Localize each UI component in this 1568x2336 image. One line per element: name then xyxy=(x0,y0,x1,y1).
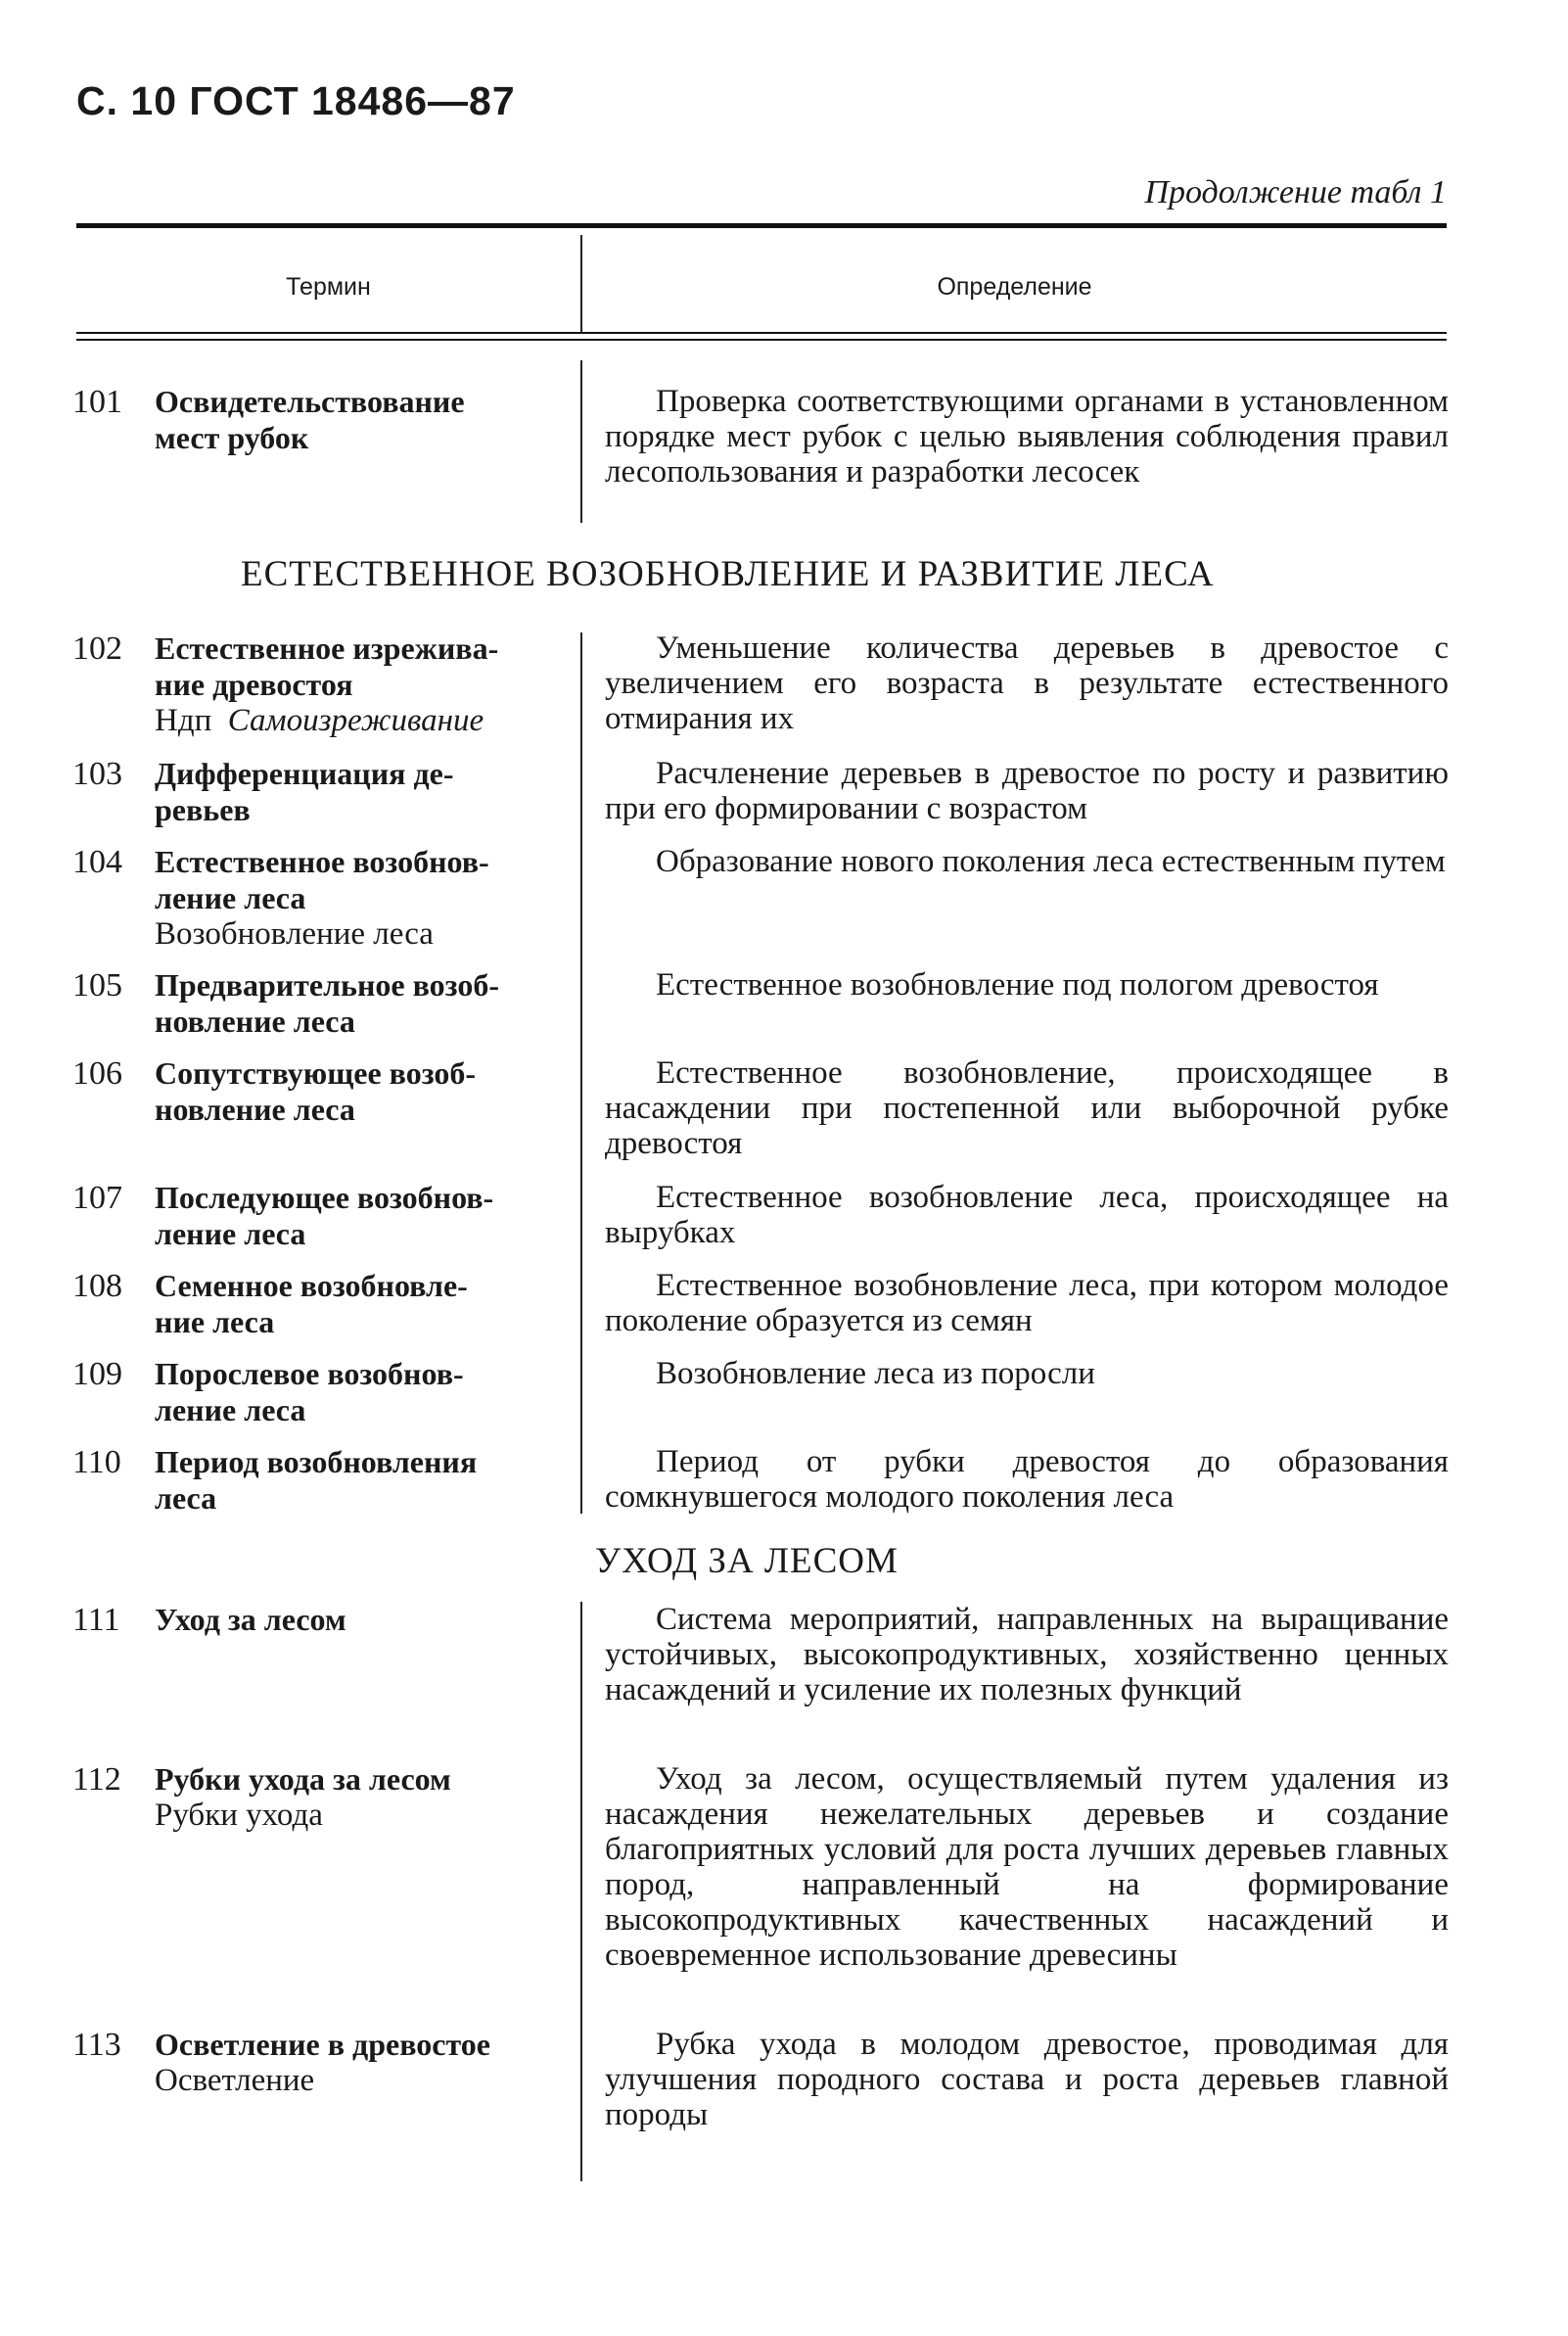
table-header-rule xyxy=(76,332,1447,334)
term-cell xyxy=(155,1602,551,1638)
term-number: 110 xyxy=(72,1444,121,1480)
term-number: 102 xyxy=(72,631,122,667)
term-definition: Естественное возобновление, происходящее в насаждении при постепенной или выборочной рубке древостоя xyxy=(605,1055,1449,1161)
term-number: 105 xyxy=(72,967,122,1004)
term-name: Уход за лесом xyxy=(155,1602,346,1637)
column-header-definition: Определение xyxy=(937,273,1092,301)
term-name: Освидетельствование мест рубок xyxy=(155,384,465,455)
term-number: 112 xyxy=(72,1761,121,1798)
term-number: 111 xyxy=(72,1602,120,1638)
term-cell xyxy=(155,1356,551,1428)
term-cell xyxy=(155,2027,551,2099)
term-name: Естественное изрежива- ние древостоя xyxy=(155,631,499,702)
term-definition: Уход за лесом, осуществляемый путем удаления из насаждения нежелательных деревьев и создание благоприятных условий для роста лучших деревьев главных пород, направленный на формирование высокопродуктивных качественных насаждений и своевременное использование древесины xyxy=(605,1761,1449,1973)
term-definition: Естественное возобновление леса, происходящее на вырубках xyxy=(605,1180,1449,1250)
term-definition: Расчленение деревьев в древостое по росту и развитию при его формировании с возрастом xyxy=(605,756,1449,826)
term-number: 107 xyxy=(72,1180,122,1216)
term-synonym: Возобновление леса xyxy=(155,916,434,952)
term-definition: Естественное возобновление под пологом древостоя xyxy=(656,967,1379,1003)
section-title: ЕСТЕСТВЕННОЕ ВОЗОБНОВЛЕНИЕ И РАЗВИТИЕ ЛЕСА xyxy=(241,554,1215,594)
term-deprecated-synonym: Ндп Самоизреживание xyxy=(155,703,484,738)
term-name: Естественное возобнов- ление леса xyxy=(155,844,489,915)
term-definition: Рубка ухода в молодом древостое, проводимая для улучшения породного состава и роста деревьев главной породы xyxy=(605,2027,1449,2132)
term-name: Период возобновления леса xyxy=(155,1444,478,1516)
term-cell xyxy=(155,1761,551,1834)
term-definition: Период от рубки древостоя до образования сомкнувшегося молодого поколения леса xyxy=(605,1444,1449,1515)
term-definition: Система мероприятий, направленных на выращивание устойчивых, высокопродуктивных, хозяйственно ценных насаждений и усиление их полезных функций xyxy=(605,1602,1449,1707)
term-cell xyxy=(155,844,551,953)
term-name: Осветление в древостое xyxy=(155,2027,490,2062)
table-header-rule-2 xyxy=(76,339,1447,341)
table-top-rule xyxy=(76,223,1447,228)
term-number: 106 xyxy=(72,1055,122,1092)
term-number: 108 xyxy=(72,1268,122,1304)
column-header-term: Термин xyxy=(286,273,371,301)
page-header: С. 10 ГОСТ 18486—87 xyxy=(76,78,516,123)
term-cell xyxy=(155,1268,551,1340)
term-definition: Образование нового поколения леса естественным путем xyxy=(656,844,1446,879)
term-name: Семенное возобновле- ние леса xyxy=(155,1268,468,1339)
term-synonym: Рубки ухода xyxy=(155,1798,323,1833)
term-cell xyxy=(155,756,551,828)
term-definition: Возобновление леса из поросли xyxy=(656,1356,1095,1391)
column-divider xyxy=(580,632,582,1514)
term-name: Последующее возобнов- ление леса xyxy=(155,1180,494,1251)
term-number: 103 xyxy=(72,756,122,792)
term-number: 101 xyxy=(72,384,122,420)
header-divider xyxy=(580,235,582,333)
column-divider xyxy=(580,360,582,523)
term-cell xyxy=(155,967,551,1040)
term-definition: Уменьшение количества деревьев в древостое с увеличением его возраста в результате естественного отмирания их xyxy=(605,631,1449,736)
term-definition: Естественное возобновление леса, при котором молодое поколение образуется из семян xyxy=(605,1268,1449,1338)
table-continuation-label: Продолжение табл 1 xyxy=(1144,174,1447,210)
term-name: Порослевое возобнов- ление леса xyxy=(155,1356,464,1427)
column-divider xyxy=(580,1602,582,2181)
term-cell xyxy=(155,1444,551,1517)
term-cell xyxy=(155,1180,551,1252)
term-name: Сопутствующее возоб- новление леса xyxy=(155,1055,477,1127)
section-title: УХОД ЗА ЛЕСОМ xyxy=(595,1541,899,1581)
term-name: Дифференциация де- ревьев xyxy=(155,756,454,827)
term-number: 113 xyxy=(72,2027,121,2063)
term-synonym: Осветление xyxy=(155,2063,315,2098)
term-definition: Проверка соответствующими органами в установленном порядке мест рубок с целью выявления соблюдения правил лесопользования и разработки лесосек xyxy=(605,384,1449,490)
term-cell xyxy=(155,384,551,456)
term-cell xyxy=(155,1055,551,1128)
term-name: Предварительное возоб- новление леса xyxy=(155,967,499,1039)
term-cell xyxy=(155,631,551,739)
term-number: 109 xyxy=(72,1356,122,1392)
term-number: 104 xyxy=(72,844,122,880)
term-name: Рубки ухода за лесом xyxy=(155,1761,451,1797)
